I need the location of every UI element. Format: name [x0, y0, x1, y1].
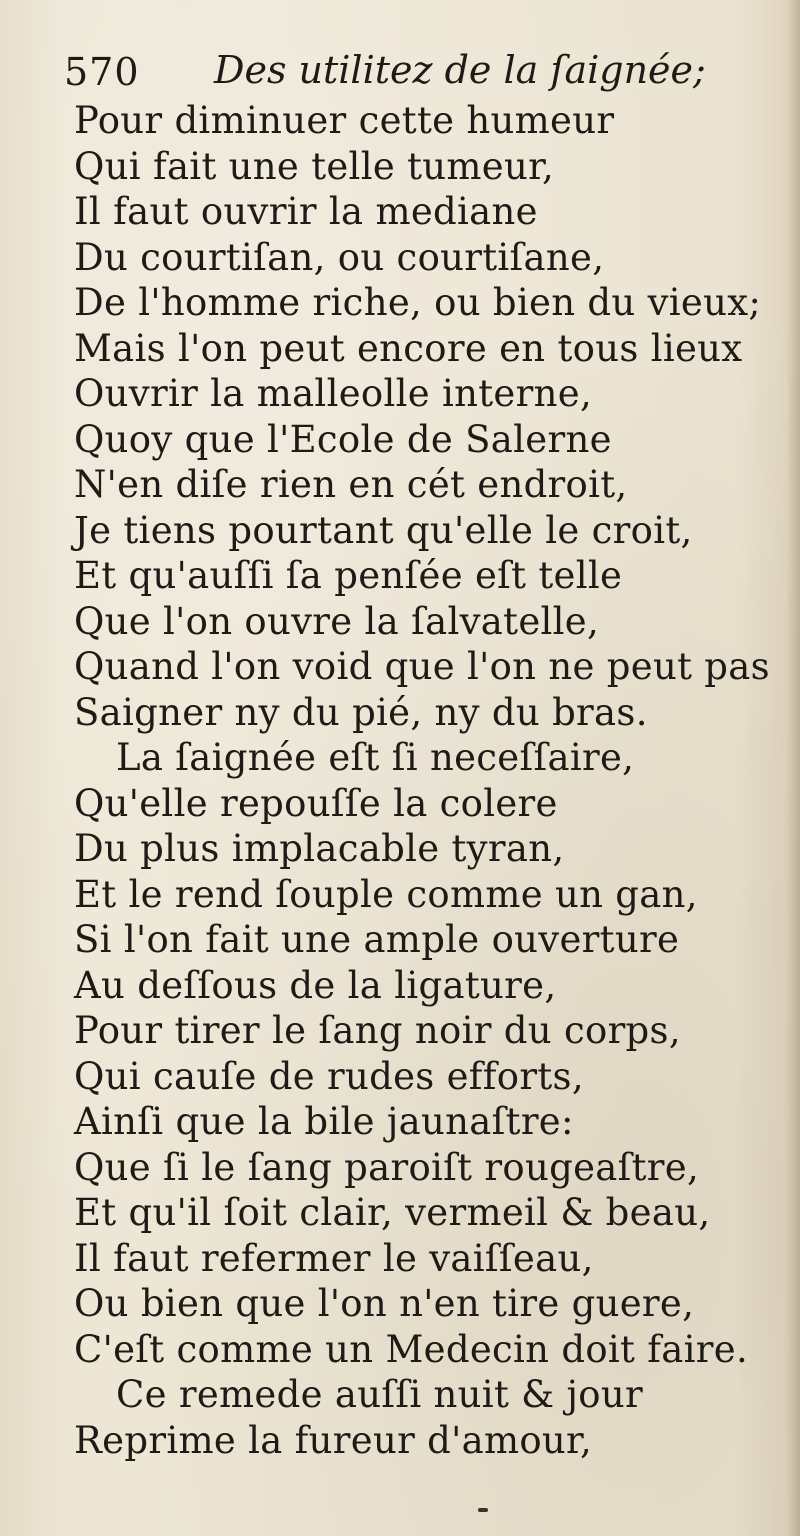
verse-line: Ouvrir la malleolle interne, [74, 372, 592, 415]
verse-line: Qui cauſe de rudes efforts, [74, 1054, 584, 1098]
verse-line: Il faut refermer le vaiſſeau, [74, 1236, 594, 1280]
verse-line: Il faut ouvrir la mediane [74, 190, 538, 233]
stanza-first-line: Ce remede auſſi nuit & jour [116, 1373, 643, 1416]
verse-line: Quoy que l'Ecole de Salerne [74, 417, 612, 461]
verse-line: Du courtiſan, ou courtiſane, [74, 235, 605, 279]
verse-line: Que l'on ouvre la ſalvatelle, [74, 599, 600, 643]
verse-line: Qu'elle repouſſe la colere [74, 781, 558, 825]
stanza-first-line: La ſaignée eſt ſi neceſſaire, [116, 736, 635, 779]
verse-line: Qui fait une telle tumeur, [74, 144, 555, 188]
verse-line: Du plus implacable tyran, [74, 827, 565, 870]
verse-line: Pour diminuer cette humeur [74, 99, 615, 142]
verse-line: Et qu'auſſi ſa penſée eſt telle [74, 554, 623, 597]
verse-line: Et qu'il ſoit clair, vermeil & beau, [74, 1191, 711, 1234]
verse-line: Mais l'on peut encore en tous lieux [74, 326, 743, 370]
verse-line: C'eſt comme un Medecin doit faire. [74, 1327, 749, 1371]
running-title: Des utilitez de la ſaignée; [214, 48, 706, 92]
ink-mark [478, 1508, 488, 1512]
verse-line: Si l'on fait une ample ouverture [74, 918, 680, 961]
verse-line: Ou bien que l'on n'en tire guere, [74, 1282, 695, 1325]
page-header [64, 40, 704, 96]
verse-line: Ainſi que la bile jaunaſtre: [74, 1100, 574, 1143]
verse-line: Quand l'on void que l'on ne peut pas [74, 645, 770, 688]
verse-text [74, 98, 770, 1463]
verse-line: Je tiens pourtant qu'elle le croit, [74, 508, 693, 552]
verse-line: De l'homme riche, ou bien du vieux; [74, 281, 762, 324]
verse-line: Au deſſous de la ligature, [74, 963, 557, 1007]
verse-line: Reprime la fureur d'amour, [74, 1418, 593, 1462]
verse-line: Et le rend ſouple comme un gan, [74, 872, 698, 916]
verse-line: Que ſi le ſang paroiſt rougeaſtre, [74, 1145, 700, 1189]
page-number: 570 [64, 50, 140, 94]
verse-line: Pour tirer le ſang noir du corps, [74, 1009, 681, 1052]
verse-line: N'en diſe rien en cét endroit, [74, 463, 628, 506]
verse-line: Saigner ny du pié, ny du bras. [74, 690, 648, 734]
